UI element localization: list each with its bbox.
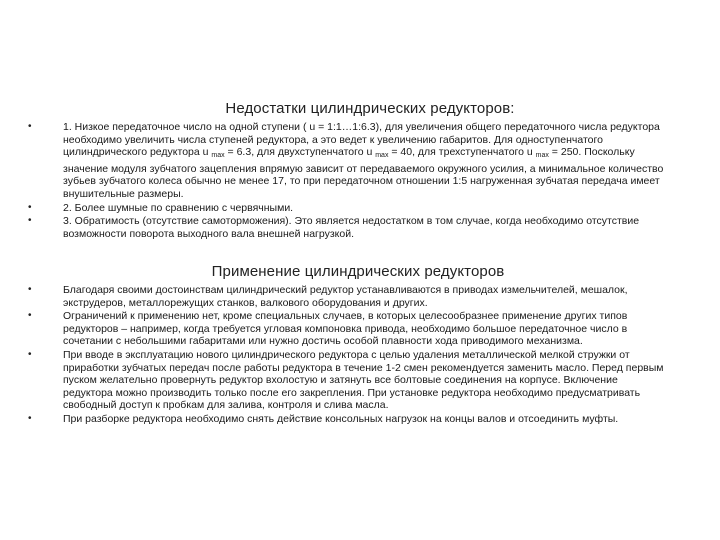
item-text: 2. Более шумные по сравнению с червячными.: [63, 201, 294, 214]
item-text: При разборке редуктора необходимо снять действие консольных нагрузок на концы валов и отсоединить муфты.: [63, 412, 619, 425]
item-text-part: = 250. Поскольку значение модуля зубчатого зацепления впрямую зависит от передаваемого окружного усилия, а минимальное количество зубьев зубчатого колеса обычно не менее 17, то при передаточном отношении 1:5 нагруженная зубчатая передача имеет внушительные размеры.: [63, 146, 664, 200]
item-text: Благодаря своими достоинствам цилиндрический редуктор устанавливаются в приводах измельчителей, мешалок, экструдеров, металлорежущих станков, валкового оборудования и других.: [63, 284, 628, 309]
bullet-icon: •: [28, 284, 32, 295]
list-item: [28, 215, 668, 240]
item-text: При вводе в эксплуатацию нового цилиндрического редуктора с целью удаления металлической мелкой стружки от приработки зубчатых передач после работы редуктора в течение 1-2 смен рекомендуется заменить масло. Перед первым пуском желательно провернуть редуктор вхолостую и затянуть все болтовые соединения на корпусе. Включение редуктора можно производить только после его закрепления. При установке редуктора необходимо предусматривать свободный доступ к пробкам для залива, контроля и слива масла.: [63, 348, 664, 412]
item-text: 3. Обратимость (отсутствие самоторможения). Это является недостатком в том случае, когда необходимо отсутствие возможности поворота выходного вала внешней нагрузкой.: [63, 215, 640, 240]
item-text-part: = 6.3, для двухступенчатого u: [224, 146, 376, 159]
item-text-part: 1. Низкое передаточное число на одной ступени ( u = 1:1…1:6.3), для увеличения общего передаточного числа редуктора необходимо увеличить числа ступеней редуктора, а это ведет к увеличению габаритов. Для одноступенчатого цилиндрического редуктора u: [63, 121, 660, 159]
bullet-icon: •: [28, 412, 32, 424]
subscript-max: max: [535, 152, 549, 160]
list-item: [28, 413, 668, 426]
section-title-applications: Применение цилиндрических редукторов: [211, 263, 505, 280]
item-text-part: = 40, для трехступенчатого u: [388, 146, 536, 159]
list-item: [28, 310, 668, 348]
bullet-icon: •: [28, 215, 32, 227]
subscript-max: max: [211, 152, 225, 160]
bullet-icon: •: [28, 348, 32, 360]
subscript-max: max: [375, 152, 389, 160]
list-item: [28, 202, 668, 215]
section-title-disadvantages: Недостатки цилиндрических редукторов:: [225, 100, 515, 117]
item-text: Ограничений к применению нет, кроме специальных случаев, в которых целесообразнее применение других типов редукторов – например, когда требуется угловая компоновка привода, необходимо большое передаточное число в сочетании с небольшими габаритами или нужно достичь особой плавности хода приводимого механизма.: [63, 310, 628, 348]
list-item: [28, 284, 668, 309]
disadvantages-list: [28, 121, 668, 241]
bullet-icon: •: [28, 121, 32, 132]
list-item: [28, 349, 668, 412]
bullet-icon: •: [28, 201, 32, 213]
bullet-icon: •: [28, 310, 32, 322]
list-item: [28, 121, 668, 201]
applications-list: [28, 284, 668, 427]
